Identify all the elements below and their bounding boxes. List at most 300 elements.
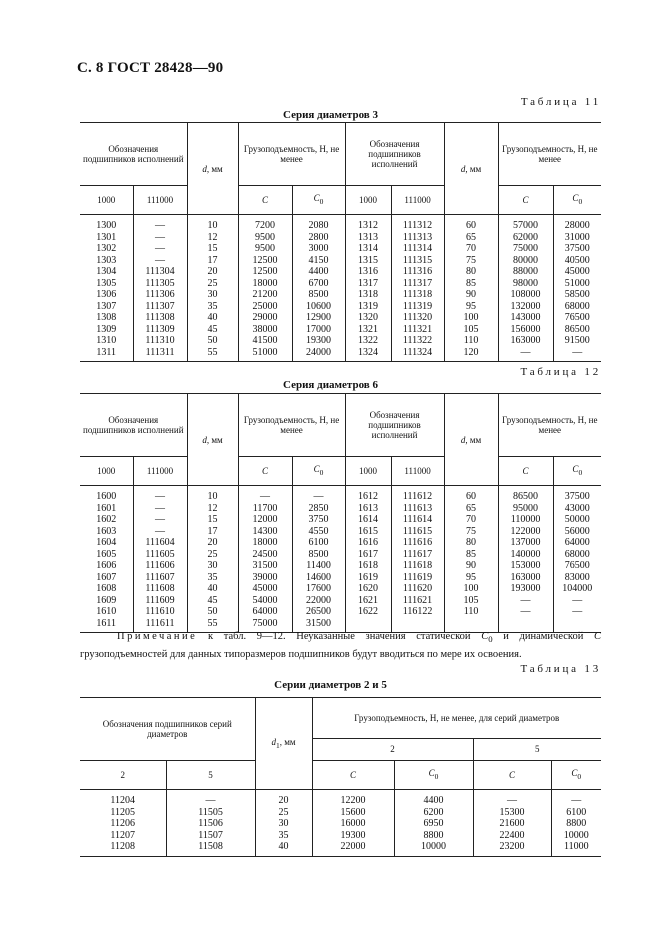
table-cell: 29000 <box>238 312 292 324</box>
table-cell: 65 <box>444 232 498 244</box>
capacity-header: Грузоподъемность, Н, не менее, для серий диаметров <box>312 698 601 739</box>
table-cell: 1604 <box>96 537 117 548</box>
designation-header: Обозначения подшипников исполнений <box>345 394 444 457</box>
table-cell: 143000 <box>498 312 553 324</box>
table-row <box>80 312 601 324</box>
table-cell: 122000 <box>498 526 553 538</box>
table-cell: 58500 <box>553 289 601 301</box>
table-cell: 15600 <box>312 807 394 819</box>
table-cell: 1606 <box>96 560 117 571</box>
table-cell: 111620 <box>391 583 444 595</box>
table-cell: 1312 <box>345 215 391 232</box>
table-cell: 111310 <box>133 335 187 347</box>
table-cell: 105 <box>444 595 498 607</box>
table-cell: 111314 <box>391 243 444 255</box>
table-cell: 16000 <box>312 818 394 830</box>
table-cell: 111613 <box>391 503 444 515</box>
table-cell: 1616 <box>345 537 391 549</box>
d1-header: $d_1$, мм <box>255 698 312 790</box>
table-row <box>80 486 601 503</box>
table-cell: 18000 <box>238 537 292 549</box>
table-row <box>80 790 601 807</box>
table-13 <box>80 697 601 857</box>
table-cell: 70 <box>444 514 498 526</box>
table-cell: 4400 <box>292 266 345 278</box>
table-cell: 1316 <box>345 266 391 278</box>
table-cell: 1608 <box>96 583 117 594</box>
table-cell: 3000 <box>292 243 345 255</box>
table-cell: 1309 <box>96 323 117 335</box>
table-cell: 20 <box>187 266 238 278</box>
table-cell: 28000 <box>553 215 601 232</box>
table-cell: 1612 <box>345 486 391 503</box>
table-cell: — <box>133 486 187 503</box>
table-cell: 111619 <box>391 572 444 584</box>
table-cell: 3750 <box>292 514 345 526</box>
table-cell: 111608 <box>133 583 187 595</box>
table-row <box>80 243 601 255</box>
note-text-b: и динамической <box>503 631 584 642</box>
table-cell: 11204 <box>110 795 136 806</box>
table-cell: 111309 <box>133 324 187 336</box>
table-cell: 12200 <box>312 790 394 807</box>
table-cell: 11508 <box>166 841 255 856</box>
table-11 <box>80 122 601 362</box>
table-cell: 1319 <box>345 301 391 313</box>
table-cell: 70 <box>444 243 498 255</box>
table-cell: 57000 <box>498 215 553 232</box>
table-cell: — <box>133 514 187 526</box>
table-cell: — <box>133 526 187 538</box>
table-cell: 12000 <box>238 514 292 526</box>
col-c-header: C <box>498 457 553 486</box>
table-cell: 11207 <box>110 829 136 841</box>
table-13-title: Серии диаметров 2 и 5 <box>274 679 387 691</box>
table-cell: 1602 <box>96 514 117 525</box>
table-cell: 91500 <box>553 335 601 347</box>
table-cell: 6100 <box>292 537 345 549</box>
table-cell: 75000 <box>238 618 292 633</box>
col-c-header: C <box>238 186 292 215</box>
table-cell: 75000 <box>498 243 553 255</box>
table-cell: 50 <box>187 335 238 347</box>
table-cell: 111616 <box>391 537 444 549</box>
table-cell: 120 <box>444 347 498 362</box>
table-cell: 25 <box>187 549 238 561</box>
table-cell: 111306 <box>133 289 187 301</box>
table-cell: 111614 <box>391 514 444 526</box>
table-cell: 45 <box>187 595 238 607</box>
note-prefix: Примечание <box>117 631 198 642</box>
table-cell: 111610 <box>133 606 187 618</box>
table-cell: 95000 <box>498 503 553 515</box>
series-2-header: 2 <box>312 738 473 760</box>
table-cell: 86500 <box>498 486 553 503</box>
table-cell: 40500 <box>553 255 601 267</box>
table-cell: 1613 <box>345 503 391 515</box>
table-cell: 35 <box>187 301 238 313</box>
table-cell: 1600 <box>96 491 117 502</box>
table-cell: — <box>551 790 601 807</box>
table-cell: 10 <box>187 215 238 232</box>
table-cell: 1311 <box>80 347 133 362</box>
table-row <box>80 232 601 244</box>
table-cell: 95 <box>444 572 498 584</box>
table-cell: 10600 <box>292 301 345 313</box>
col-111000-header: 111000 <box>133 457 187 486</box>
table-cell: — <box>166 790 255 807</box>
table-cell: 111606 <box>133 560 187 572</box>
table-row <box>80 301 601 313</box>
table-cell: 111304 <box>133 266 187 278</box>
table-cell: 1313 <box>345 232 391 244</box>
col-1000-header: 1000 <box>345 457 391 486</box>
col-1000-header: 1000 <box>80 186 133 215</box>
table-cell: — <box>133 232 187 244</box>
table-cell: 111318 <box>391 289 444 301</box>
table-cell: 100 <box>444 583 498 595</box>
table-cell: 31000 <box>553 232 601 244</box>
table-cell: 56000 <box>553 526 601 538</box>
table-cell: 15 <box>187 243 238 255</box>
col-111000-header: 111000 <box>391 457 444 486</box>
table-row <box>80 595 601 607</box>
table-cell: 10000 <box>394 841 473 856</box>
table-cell: 1324 <box>345 347 391 362</box>
table-cell: 17600 <box>292 583 345 595</box>
col-c-header: C <box>312 761 394 790</box>
table-cell: 12900 <box>292 312 345 324</box>
table-cell: 11507 <box>166 830 255 842</box>
table-cell: 60 <box>444 215 498 232</box>
table-cell: 76500 <box>553 312 601 324</box>
table-cell: 17 <box>187 255 238 267</box>
table-cell: 116122 <box>391 606 444 618</box>
table-cell: 1611 <box>80 618 133 633</box>
table-cell: 1317 <box>345 278 391 290</box>
table-cell: 17000 <box>292 324 345 336</box>
table-cell: 30 <box>187 289 238 301</box>
table-cell: 1315 <box>345 255 391 267</box>
table-cell: 1621 <box>345 595 391 607</box>
table-cell: 1619 <box>345 572 391 584</box>
table-cell: 41500 <box>238 335 292 347</box>
table-cell: 19300 <box>312 830 394 842</box>
table-cell: 14600 <box>292 572 345 584</box>
table-cell: 35 <box>187 572 238 584</box>
table-cell: 20 <box>187 537 238 549</box>
table-cell: 111321 <box>391 324 444 336</box>
table-cell: 18000 <box>238 278 292 290</box>
table-cell: 25000 <box>238 301 292 313</box>
col-111000-header: 111000 <box>391 186 444 215</box>
col-1000-header: 1000 <box>80 457 133 486</box>
table-cell: 1617 <box>345 549 391 561</box>
table-cell: — <box>553 606 601 618</box>
table-cell: 163000 <box>498 335 553 347</box>
d-header: d, мм <box>187 123 238 215</box>
table-cell: — <box>473 790 551 807</box>
table-cell: 40 <box>255 841 312 856</box>
table-cell: 98000 <box>498 278 553 290</box>
table-cell: 83000 <box>553 572 601 584</box>
footnote: Примечание к табл. 9—12. Неуказанные значения статической $C_0$ и динамической C грузоподъемностей для данных типоразмеров подшипников будут вводиться по мере их освоения. <box>80 631 602 661</box>
designation-header: Обозначения подшипников исполнений <box>80 123 187 186</box>
table-cell: 60 <box>444 486 498 503</box>
table-cell: — <box>553 595 601 607</box>
table-cell: 111307 <box>133 301 187 313</box>
table-cell: 26500 <box>292 606 345 618</box>
table-cell: 75 <box>444 526 498 538</box>
table-cell: 111315 <box>391 255 444 267</box>
table-cell: 38000 <box>238 324 292 336</box>
col-c0-header: $C_0$ <box>553 457 601 486</box>
table-cell: 2800 <box>292 232 345 244</box>
table-cell: 4150 <box>292 255 345 267</box>
table-cell: 1308 <box>96 312 117 323</box>
table-cell: 1322 <box>345 335 391 347</box>
table-cell: 45000 <box>238 583 292 595</box>
table-cell: 11400 <box>292 560 345 572</box>
table-cell: 50000 <box>553 514 601 526</box>
table-row <box>80 572 601 584</box>
table-cell: 12 <box>187 503 238 515</box>
table-row <box>80 583 601 595</box>
table-cell: 1321 <box>345 324 391 336</box>
table-cell: 9500 <box>238 232 292 244</box>
table-row <box>80 841 601 856</box>
table-cell: 1307 <box>96 300 117 312</box>
table-cell: 10000 <box>551 830 601 842</box>
table-cell: 111609 <box>133 595 187 607</box>
table-cell: 64000 <box>553 537 601 549</box>
col-c-header: C <box>238 457 292 486</box>
table-cell: 20 <box>255 790 312 807</box>
table-cell: 45 <box>187 324 238 336</box>
table-cell: 110000 <box>498 514 553 526</box>
table-cell: 80000 <box>498 255 553 267</box>
table-cell: 108000 <box>498 289 553 301</box>
table-cell: 1622 <box>345 606 391 618</box>
table-cell: 100 <box>444 312 498 324</box>
table-row <box>80 503 601 515</box>
note-text-a: к табл. 9—12. Неуказанные значения статической <box>208 631 471 642</box>
table-cell: — <box>292 486 345 503</box>
note-text-c: грузоподъемностей для данных типоразмеров подшипников будут вводиться по мере их освоения. <box>80 649 522 661</box>
table-row <box>80 255 601 267</box>
col-1000-header: 1000 <box>345 186 391 215</box>
table-cell: 35 <box>255 830 312 842</box>
table-cell: 19300 <box>292 335 345 347</box>
table-cell: 80 <box>444 266 498 278</box>
table-cell: 40 <box>187 583 238 595</box>
table-cell: 10 <box>187 486 238 503</box>
table-cell: 111308 <box>133 312 187 324</box>
table-cell: 6700 <box>292 278 345 290</box>
table-cell: 51000 <box>553 278 601 290</box>
table-cell: 8500 <box>292 289 345 301</box>
table-cell: 132000 <box>498 301 553 313</box>
table-cell: — <box>498 347 553 362</box>
note-var-c: C <box>594 631 602 642</box>
table-cell: 111320 <box>391 312 444 324</box>
table-11-title: Серия диаметров 3 <box>283 109 378 121</box>
table-cell: 54000 <box>238 595 292 607</box>
table-cell: 105 <box>444 324 498 336</box>
table-cell: — <box>498 595 553 607</box>
designation-header: Обозначения подшипников исполнений <box>345 123 444 186</box>
table-cell: 111324 <box>391 347 444 362</box>
table-cell: 11000 <box>551 841 601 856</box>
table-cell: 1603 <box>96 525 117 537</box>
table-cell: 1303 <box>96 254 117 266</box>
table-cell: 111322 <box>391 335 444 347</box>
table-cell: 65 <box>444 503 498 515</box>
table-cell: 156000 <box>498 324 553 336</box>
table-cell: 9500 <box>238 243 292 255</box>
page-header: С. 8 ГОСТ 28428—90 <box>77 60 224 76</box>
table-cell: 1306 <box>96 289 117 300</box>
designation-header: Обозначения подшипников исполнений <box>80 394 187 457</box>
table-cell: 8800 <box>551 818 601 830</box>
table-cell: 1301 <box>96 231 117 243</box>
d-header: d, мм <box>444 123 498 215</box>
table-row <box>80 830 601 842</box>
table-cell: 90 <box>444 289 498 301</box>
col-c0-header: $C_0$ <box>551 761 601 790</box>
table-cell: 8500 <box>292 549 345 561</box>
table-row <box>80 335 601 347</box>
table-cell: — <box>133 243 187 255</box>
table-cell: 1304 <box>96 266 117 277</box>
table-cell: 2080 <box>292 215 345 232</box>
table-cell: 12500 <box>238 266 292 278</box>
table-cell: 1318 <box>345 289 391 301</box>
table-cell: 11208 <box>80 841 166 856</box>
table-cell: 4550 <box>292 526 345 538</box>
table-cell: 163000 <box>498 572 553 584</box>
table-12-label: Таблица 12 <box>520 366 601 378</box>
table-cell: 25 <box>255 807 312 819</box>
table-cell: 11506 <box>166 818 255 830</box>
table-cell: — <box>498 606 553 618</box>
table-cell: 1610 <box>96 606 117 617</box>
table-cell: 111607 <box>133 572 187 584</box>
table-cell: 68000 <box>553 301 601 313</box>
table-cell: 110 <box>444 606 498 618</box>
table-cell: 15300 <box>473 807 551 819</box>
table-cell: 110 <box>444 335 498 347</box>
table-row <box>80 526 601 538</box>
d-header: d, мм <box>187 394 238 486</box>
table-cell: 23200 <box>473 841 551 856</box>
table-cell: 111305 <box>133 278 187 290</box>
table-cell: 22000 <box>312 841 394 856</box>
col-2-header: 2 <box>80 761 166 790</box>
table-cell: 43000 <box>553 503 601 515</box>
table-cell: 21200 <box>238 289 292 301</box>
table-cell: 21600 <box>473 818 551 830</box>
table-cell: 31500 <box>238 560 292 572</box>
table-cell: 1314 <box>345 243 391 255</box>
table-cell: 111311 <box>133 347 187 362</box>
table-cell: 137000 <box>498 537 553 549</box>
table-cell: — <box>133 503 187 515</box>
table-cell: 37500 <box>553 486 601 503</box>
table-cell: 80 <box>444 537 498 549</box>
table-cell: 193000 <box>498 583 553 595</box>
capacity-header: Грузоподъемность, Н, не менее <box>498 394 601 457</box>
table-cell: 30 <box>255 818 312 830</box>
table-cell: 111316 <box>391 266 444 278</box>
table-row <box>80 347 601 362</box>
table-cell: 1320 <box>345 312 391 324</box>
table-cell: 111319 <box>391 301 444 313</box>
capacity-header: Грузоподъемность, Н, не менее <box>498 123 601 186</box>
table-cell: 111621 <box>391 595 444 607</box>
table-cell: 85 <box>444 549 498 561</box>
table-cell: 111317 <box>391 278 444 290</box>
col-5-header: 5 <box>166 761 255 790</box>
table-cell: 24000 <box>292 347 345 362</box>
table-cell: 111617 <box>391 549 444 561</box>
table-cell: 30 <box>187 560 238 572</box>
table-cell: 111615 <box>391 526 444 538</box>
table-cell: 1310 <box>96 335 117 346</box>
table-cell: 6100 <box>551 807 601 819</box>
table-cell: 45000 <box>553 266 601 278</box>
table-cell: 2850 <box>292 503 345 515</box>
table-cell: 24500 <box>238 549 292 561</box>
table-cell: 104000 <box>553 583 601 595</box>
table-cell: 11206 <box>110 818 136 829</box>
table-12-title: Серия диаметров 6 <box>283 379 378 391</box>
table-cell: 31500 <box>292 618 345 633</box>
table-cell: 111312 <box>391 215 444 232</box>
table-cell: 111611 <box>133 618 187 633</box>
table-cell: 55 <box>187 347 238 362</box>
table-cell: 68000 <box>553 549 601 561</box>
table-cell: 1605 <box>96 548 117 560</box>
table-cell: 140000 <box>498 549 553 561</box>
col-c0-header: $C_0$ <box>553 186 601 215</box>
series-5-header: 5 <box>473 738 601 760</box>
table-cell: 8800 <box>394 830 473 842</box>
table-cell: 111604 <box>133 537 187 549</box>
table-11-label: Таблица 11 <box>520 96 601 108</box>
table-cell: 4400 <box>394 790 473 807</box>
table-cell: 17 <box>187 526 238 538</box>
table-cell: 40 <box>187 312 238 324</box>
table-cell: 75 <box>444 255 498 267</box>
d-header: d, мм <box>444 394 498 486</box>
table-cell: 1615 <box>345 526 391 538</box>
table-cell: 12 <box>187 232 238 244</box>
table-cell: 1618 <box>345 560 391 572</box>
table-cell: — <box>133 255 187 267</box>
table-cell: 111618 <box>391 560 444 572</box>
table-cell: 76500 <box>553 560 601 572</box>
table-cell: 14300 <box>238 526 292 538</box>
table-cell: 22000 <box>292 595 345 607</box>
table-cell: 6200 <box>394 807 473 819</box>
table-cell: 90 <box>444 560 498 572</box>
table-cell: 111313 <box>391 232 444 244</box>
table-cell: 85 <box>444 278 498 290</box>
table-cell: 1601 <box>96 502 117 514</box>
table-cell: 1300 <box>96 220 117 231</box>
table-row <box>80 549 601 561</box>
